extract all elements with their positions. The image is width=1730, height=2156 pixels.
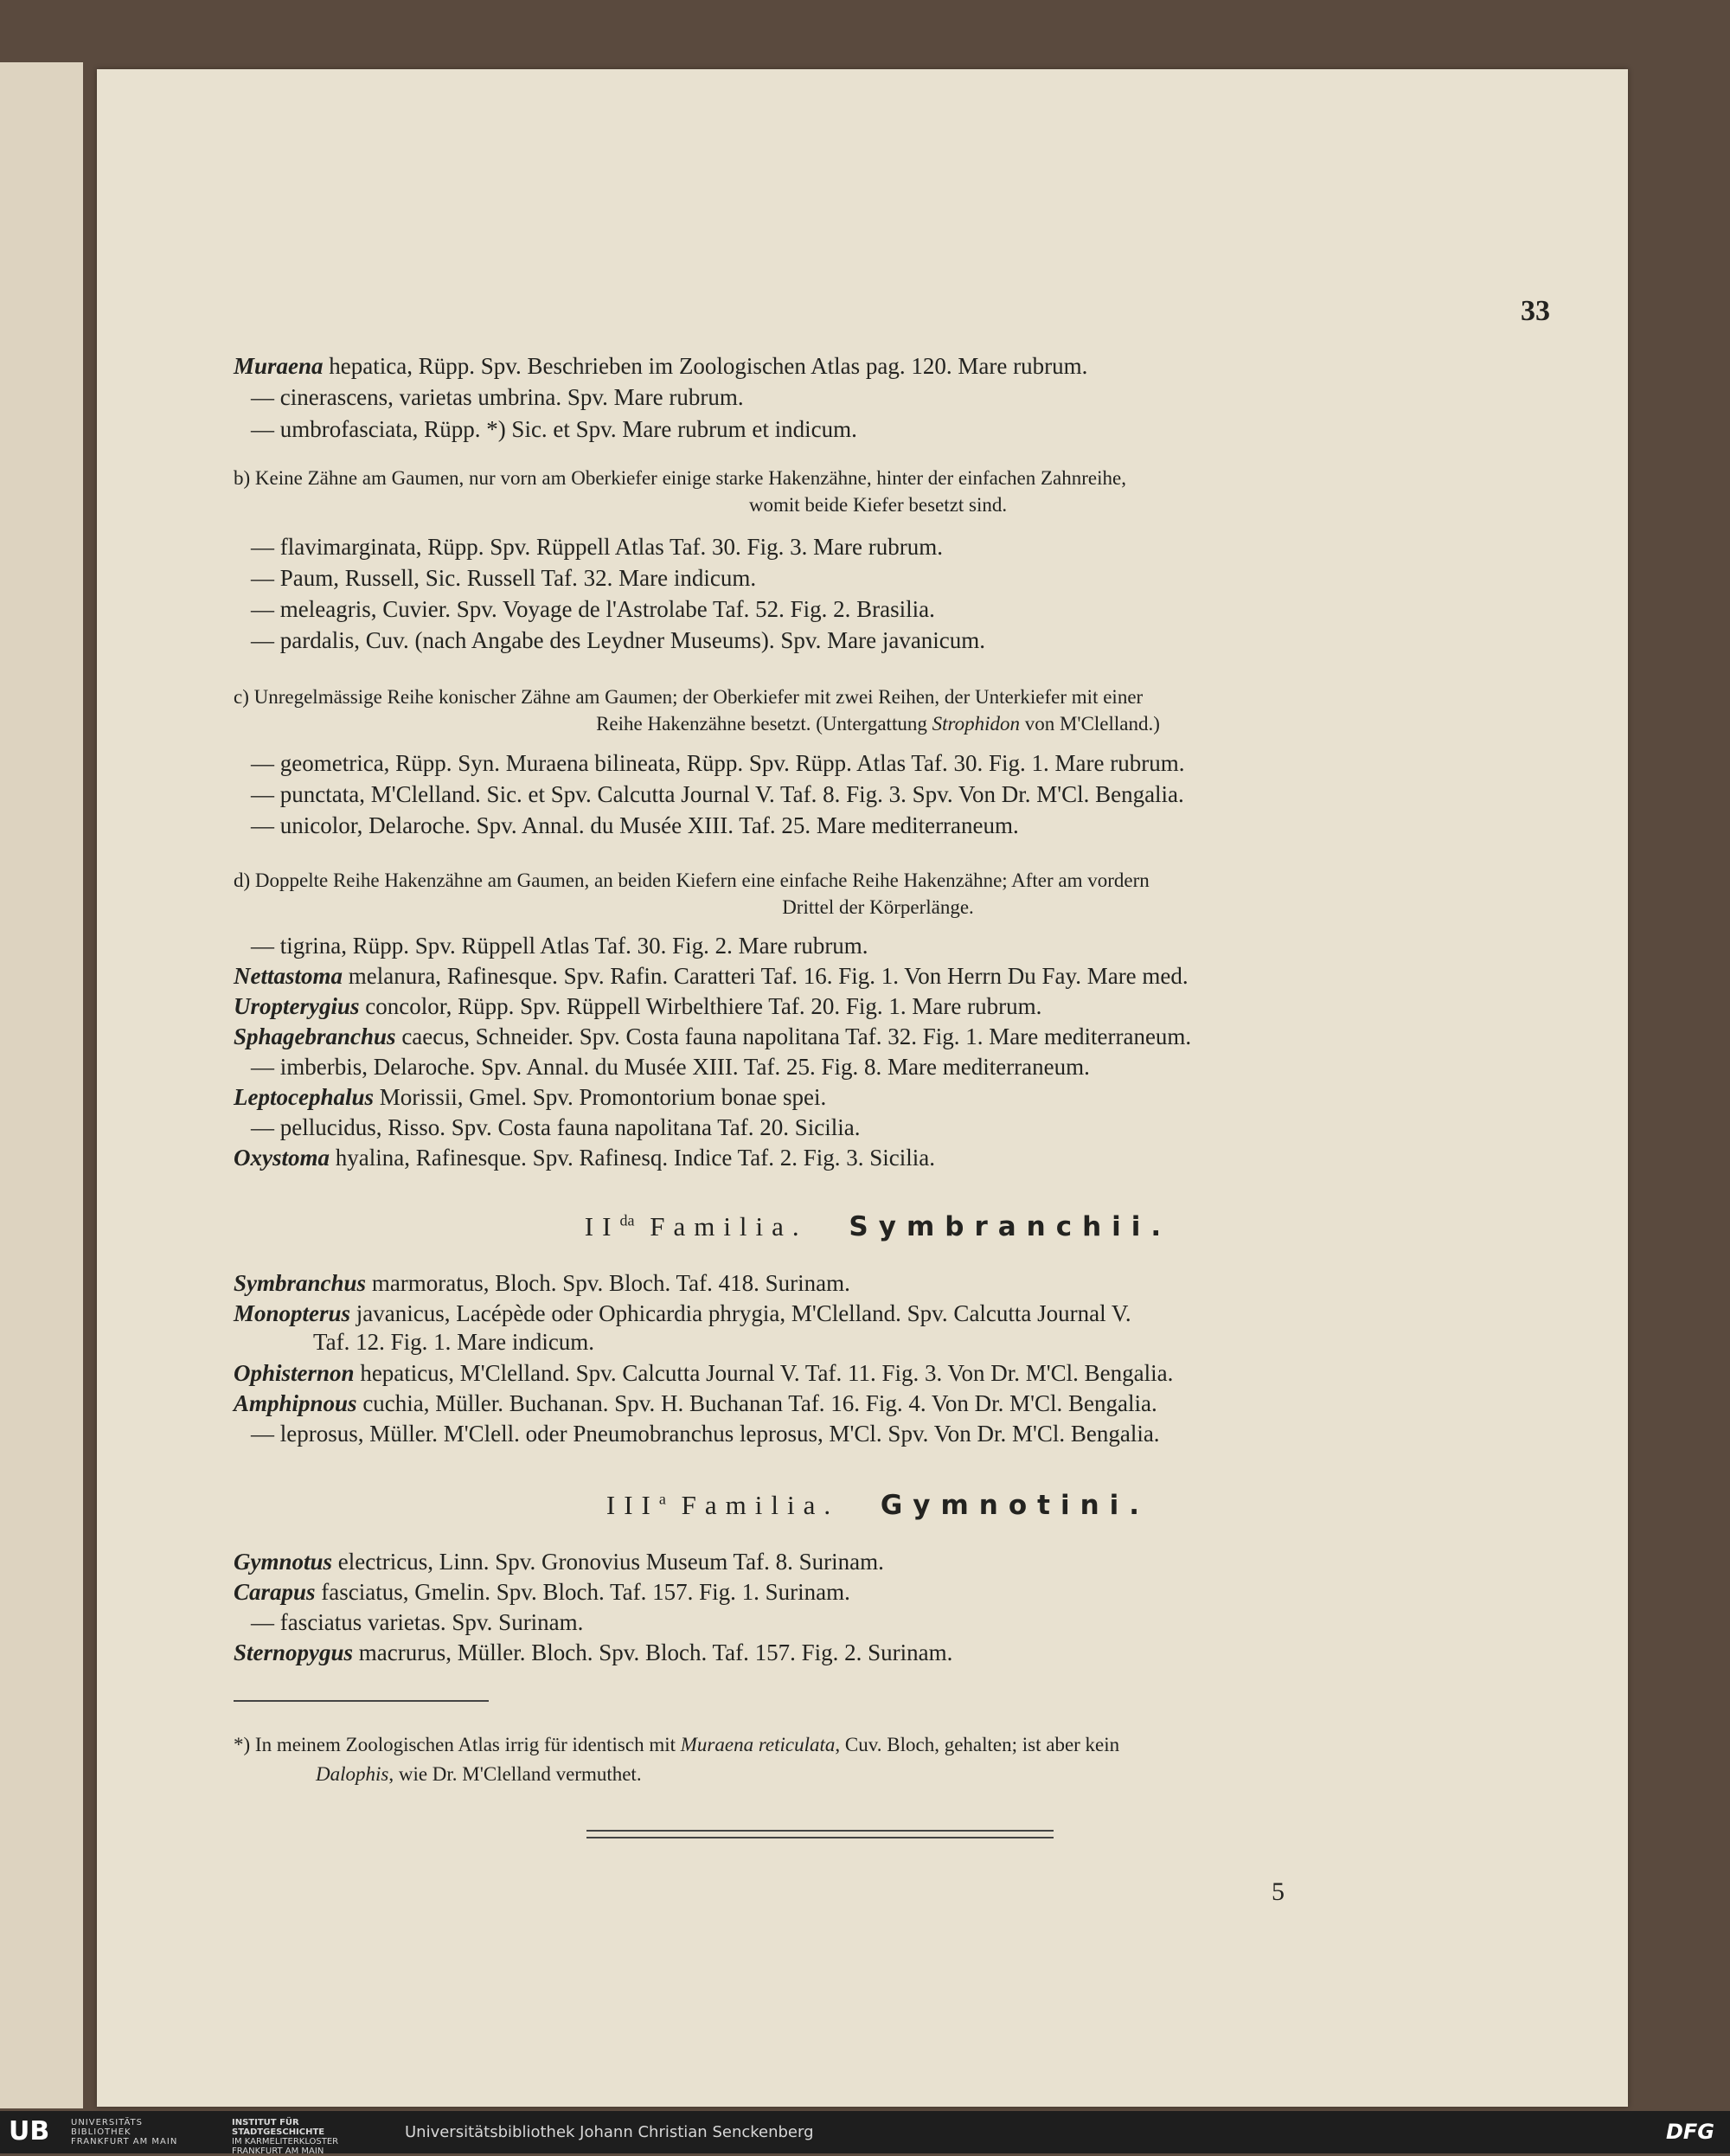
- entry-line: Oxystoma hyalina, Rafinesque. Spv. Rafinesq. Indice Taf. 2. Fig. 3. Sicilia.: [234, 1145, 935, 1171]
- page-number: 33: [1521, 295, 1550, 327]
- entry-line: — Paum, Russell, Sic. Russell Taf. 32. Mare indicum.: [251, 565, 757, 591]
- library-name: Universitätsbibliothek Johann Christian Senckenberg: [405, 2123, 814, 2141]
- document-page: [97, 69, 1628, 2107]
- entry-line: — fasciatus varietas. Spv. Surinam.: [251, 1609, 584, 1635]
- entry-line-continuation: Taf. 12. Fig. 1. Mare indicum.: [313, 1329, 595, 1355]
- previous-page-edge: [0, 62, 83, 2108]
- footnote: *) In meinem Zoologischen Atlas irrig für identisch mit Muraena reticulata, Cuv. Bloch, gehalten; ist aber kein Dalophis, wie Dr. M'Clelland vermuthet.: [234, 1734, 1120, 1785]
- footnote-rule: [234, 1700, 489, 1702]
- entry-line: Sternopygus macrurus, Müller. Bloch. Spv. Bloch. Taf. 157. Fig. 2. Surinam.: [234, 1639, 953, 1665]
- entry-line: Uropterygius concolor, Rüpp. Spv. Rüppell Wirbelthiere Taf. 20. Fig. 1. Mare rubrum.: [234, 993, 1042, 1019]
- entry-line: — geometrica, Rüpp. Syn. Muraena bilineata, Rüpp. Spv. Rüpp. Atlas Taf. 30. Fig. 1. Mare rubrum.: [251, 750, 1185, 776]
- entry-line: Amphipnous cuchia, Müller. Buchanan. Spv. H. Buchanan Taf. 16. Fig. 4. Von Dr. M'Cl. Bengalia.: [234, 1390, 1157, 1416]
- dfg-logo[interactable]: DFG: [1665, 2120, 1714, 2144]
- end-rule: [586, 1830, 1054, 1838]
- entry-line: — umbrofasciata, Rüpp. *) Sic. et Spv. Mare rubrum et indicum.: [251, 416, 857, 442]
- ub-logo-text: UNIVERSITÄTS BIBLIOTHEK FRANKFURT AM MAIN: [71, 2118, 178, 2146]
- entry-line: Gymnotus electricus, Linn. Spv. Gronovius Museum Taf. 8. Surinam.: [234, 1549, 884, 1575]
- entry-line: — leprosus, Müller. M'Clell. oder Pneumobranchus leprosus, M'Cl. Spv. Von Dr. M'Cl. Bengalia.: [251, 1421, 1160, 1447]
- entry-line: Monopterus javanicus, Lacépède oder Ophicardia phrygia, M'Clelland. Spv. Calcutta Journal V.: [234, 1300, 1131, 1326]
- note-c: c) Unregelmässige Reihe konischer Zähne am Gaumen; der Oberkiefer mit zwei Reihen, der Unterkiefer mit einer Reihe Hakenzähne besetzt. (Untergattung Strophidon von M'Clelland.): [234, 686, 1160, 735]
- note-d: d) Doppelte Reihe Hakenzähne am Gaumen, an beiden Kiefern eine einfache Reihe Hakenzähne; After am vordern Drittel der Körperlänge.: [234, 869, 1150, 918]
- entry-line: Carapus fasciatus, Gmelin. Spv. Bloch. Taf. 157. Fig. 1. Surinam.: [234, 1579, 850, 1605]
- signature-mark: 5: [1272, 1877, 1285, 1906]
- institute-logo-text[interactable]: INSTITUT FÜR STADTGESCHICHTE IM KARMELITERKLOSTER FRANKFURT AM MAIN: [232, 2118, 339, 2156]
- entry-line: — cinerascens, varietas umbrina. Spv. Mare rubrum.: [251, 384, 744, 410]
- entry-line: — pellucidus, Risso. Spv. Costa fauna napolitana Taf. 20. Sicilia.: [251, 1114, 861, 1140]
- entry-line: — meleagris, Cuvier. Spv. Voyage de l'Astrolabe Taf. 52. Fig. 2. Brasilia.: [251, 596, 935, 622]
- entry-line: — tigrina, Rüpp. Spv. Rüppell Atlas Taf. 30. Fig. 2. Mare rubrum.: [251, 933, 868, 959]
- family-heading-3: III$^a$ Familia. Gymnotini.: [606, 1490, 1150, 1521]
- entry-line: — punctata, M'Clelland. Sic. et Spv. Calcutta Journal V. Taf. 8. Fig. 3. Spv. Von Dr. M'Cl. Bengalia.: [251, 781, 1184, 807]
- note-b: b) Keine Zähne am Gaumen, nur vorn am Oberkiefer einige starke Hakenzähne, hinter der einfachen Zahnreihe, womit beide Kiefer besetzt sind.: [234, 467, 1126, 516]
- entry-line: Leptocephalus Morissii, Gmel. Spv. Promontorium bonae spei.: [234, 1084, 827, 1110]
- entry-line: Symbranchus marmoratus, Bloch. Spv. Bloch. Taf. 418. Surinam.: [234, 1270, 850, 1296]
- entry-line: Nettastoma melanura, Rafinesque. Spv. Rafin. Caratteri Taf. 16. Fig. 1. Von Herrn Du Fay. Mare med.: [234, 963, 1189, 989]
- ub-logo[interactable]: UB: [9, 2116, 50, 2146]
- entry-line: Ophisternon hepaticus, M'Clelland. Spv. Calcutta Journal V. Taf. 11. Fig. 3. Von Dr. M'Cl. Bengalia.: [234, 1360, 1174, 1386]
- entry-line: Sphagebranchus caecus, Schneider. Spv. Costa fauna napolitana Taf. 32. Fig. 1. Mare mediterraneum.: [234, 1023, 1192, 1049]
- entry-line: Muraena hepatica, Rüpp. Spv. Beschrieben im Zoologischen Atlas pag. 120. Mare rubrum.: [234, 353, 1088, 379]
- family-heading-2: $II^{da}$ Familia. Symbranchii.: [584, 1211, 1172, 1242]
- viewer-footer-bar: [0, 2111, 1730, 2156]
- entry-line: — unicolor, Delaroche. Spv. Annal. du Musée XIII. Taf. 25. Mare mediterraneum.: [251, 812, 1019, 838]
- entry-line: — pardalis, Cuv. (nach Angabe des Leydner Museums). Spv. Mare javanicum.: [251, 627, 986, 653]
- entry-line: — flavimarginata, Rüpp. Spv. Rüppell Atlas Taf. 30. Fig. 3. Mare rubrum.: [251, 534, 944, 560]
- entry-line: — imberbis, Delaroche. Spv. Annal. du Musée XIII. Taf. 25. Fig. 8. Mare mediterraneum.: [251, 1054, 1090, 1080]
